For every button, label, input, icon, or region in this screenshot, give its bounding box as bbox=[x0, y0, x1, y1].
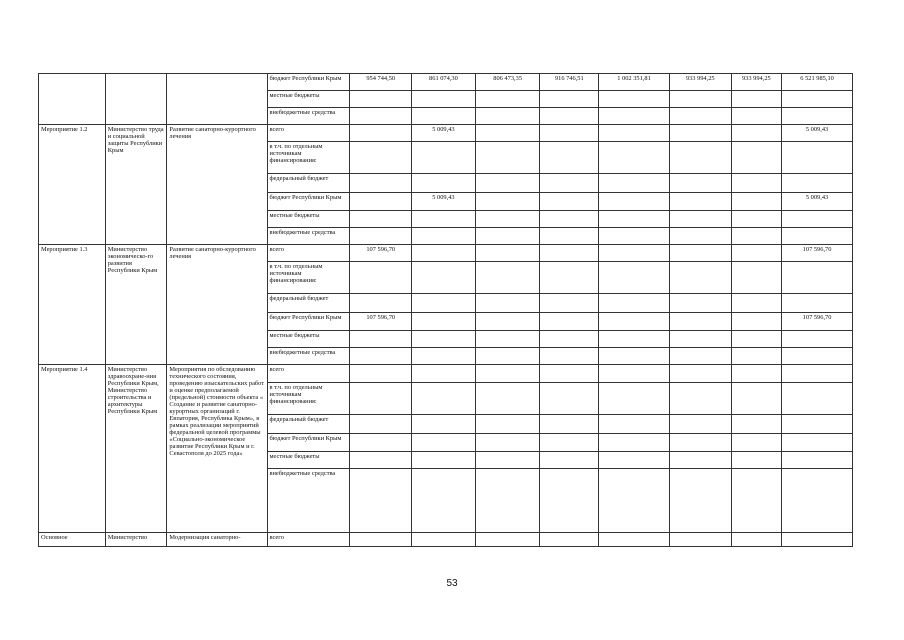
value-cell bbox=[782, 142, 853, 174]
value-cell bbox=[412, 142, 476, 174]
value-cell bbox=[782, 383, 853, 415]
value-cell bbox=[731, 383, 782, 415]
funding-source-label: в т.ч. по отдельным источникам финансирования: bbox=[267, 262, 350, 294]
value-cell bbox=[731, 415, 782, 434]
value-cell bbox=[731, 434, 782, 452]
value-cell bbox=[412, 313, 476, 331]
funding-source-label: внебюджетные средства bbox=[267, 108, 350, 125]
funding-source-label: местные бюджеты bbox=[267, 452, 350, 469]
value-cell bbox=[475, 294, 540, 313]
value-cell: 1 002 351,81 bbox=[599, 74, 670, 91]
value-cell bbox=[475, 125, 540, 142]
value-cell bbox=[540, 434, 599, 452]
value-cell: 806 473,35 bbox=[475, 74, 540, 91]
description-cell: Развитие санаторно-курортного лечения bbox=[167, 245, 267, 365]
value-cell bbox=[475, 452, 540, 469]
table-row bbox=[39, 365, 853, 383]
value-cell bbox=[599, 245, 670, 262]
value-cell: 5 009,43 bbox=[782, 125, 853, 142]
funding-source-label: всего bbox=[267, 533, 350, 547]
value-cell bbox=[540, 469, 599, 533]
funding-source-label: в т.ч. по отдельным источникам финансирования: bbox=[267, 142, 350, 174]
value-cell bbox=[599, 365, 670, 383]
value-cell: 107 596,70 bbox=[782, 245, 853, 262]
value-cell bbox=[540, 383, 599, 415]
value-cell bbox=[669, 533, 731, 547]
value-cell bbox=[412, 365, 476, 383]
value-cell bbox=[350, 469, 412, 533]
value-cell bbox=[599, 415, 670, 434]
value-cell bbox=[731, 125, 782, 142]
value-cell bbox=[540, 125, 599, 142]
value-cell: 6 521 985,10 bbox=[782, 74, 853, 91]
value-cell: 107 596,70 bbox=[782, 313, 853, 331]
value-cell bbox=[782, 228, 853, 245]
value-cell bbox=[731, 228, 782, 245]
value-cell bbox=[669, 91, 731, 108]
value-cell bbox=[540, 533, 599, 547]
value-cell bbox=[540, 365, 599, 383]
value-cell bbox=[599, 91, 670, 108]
value-cell bbox=[350, 228, 412, 245]
description-cell: Мероприятия по обследованию технического состояния, проведению изыскательских работ и оценке предполагаемой (предельной) стоимости объекта « Создание и развитие санаторно-курортных организаций г. Евпатория, Республика Крым», в рамках реализации мероприятий федеральной целевой программы «Социально-экономическое развитие Республики Крым и г. Севастополя до 2025 года» bbox=[167, 365, 267, 533]
value-cell bbox=[540, 415, 599, 434]
value-cell bbox=[599, 469, 670, 533]
table-row bbox=[39, 245, 853, 262]
value-cell bbox=[599, 434, 670, 452]
value-cell: 916 746,51 bbox=[540, 74, 599, 91]
value-cell bbox=[412, 348, 476, 365]
value-cell bbox=[669, 469, 731, 533]
executor-cell bbox=[105, 74, 167, 125]
value-cell bbox=[599, 348, 670, 365]
value-cell bbox=[782, 108, 853, 125]
measure-cell: Основное bbox=[39, 533, 106, 547]
value-cell bbox=[350, 434, 412, 452]
value-cell bbox=[599, 313, 670, 331]
value-cell bbox=[782, 91, 853, 108]
value-cell bbox=[350, 294, 412, 313]
table-row bbox=[39, 533, 853, 547]
value-cell bbox=[669, 383, 731, 415]
value-cell bbox=[412, 331, 476, 348]
funding-source-label: всего bbox=[267, 125, 350, 142]
value-cell bbox=[475, 228, 540, 245]
description-cell: Развитие санаторно-курортного лечения bbox=[167, 125, 267, 245]
value-cell bbox=[599, 331, 670, 348]
value-cell bbox=[412, 91, 476, 108]
value-cell bbox=[540, 313, 599, 331]
value-cell bbox=[475, 193, 540, 211]
funding-source-label: местные бюджеты bbox=[267, 331, 350, 348]
value-cell bbox=[475, 383, 540, 415]
value-cell bbox=[599, 383, 670, 415]
value-cell bbox=[412, 211, 476, 228]
value-cell bbox=[731, 108, 782, 125]
value-cell bbox=[782, 348, 853, 365]
description-cell: Модернизация санаторно- bbox=[167, 533, 267, 547]
value-cell bbox=[540, 452, 599, 469]
value-cell bbox=[731, 142, 782, 174]
value-cell bbox=[782, 452, 853, 469]
value-cell bbox=[731, 533, 782, 547]
value-cell bbox=[782, 294, 853, 313]
value-cell bbox=[669, 294, 731, 313]
value-cell bbox=[475, 434, 540, 452]
value-cell bbox=[669, 245, 731, 262]
value-cell bbox=[731, 245, 782, 262]
value-cell bbox=[540, 294, 599, 313]
value-cell bbox=[540, 228, 599, 245]
value-cell bbox=[669, 452, 731, 469]
value-cell bbox=[782, 365, 853, 383]
value-cell bbox=[475, 211, 540, 228]
value-cell bbox=[350, 91, 412, 108]
funding-source-label: внебюджетные средства bbox=[267, 228, 350, 245]
value-cell bbox=[731, 193, 782, 211]
value-cell bbox=[731, 313, 782, 331]
value-cell bbox=[599, 125, 670, 142]
value-cell bbox=[782, 211, 853, 228]
value-cell bbox=[731, 348, 782, 365]
value-cell bbox=[350, 415, 412, 434]
value-cell bbox=[731, 365, 782, 383]
funding-source-label: внебюджетные средства bbox=[267, 348, 350, 365]
executor-cell: Министерство труда и социальной защиты Республики Крым bbox=[105, 125, 167, 245]
value-cell bbox=[412, 434, 476, 452]
executor-cell: Министерство здравоохране-ния Республики Крым, Министерство строительства и архитектуры Республики Крым bbox=[105, 365, 167, 533]
table-row bbox=[39, 125, 853, 142]
value-cell bbox=[350, 533, 412, 547]
value-cell bbox=[475, 415, 540, 434]
value-cell bbox=[731, 262, 782, 294]
value-cell: 933 994,25 bbox=[669, 74, 731, 91]
value-cell bbox=[782, 434, 853, 452]
funding-source-label: бюджет Республики Крым bbox=[267, 74, 350, 91]
value-cell bbox=[731, 469, 782, 533]
value-cell bbox=[669, 415, 731, 434]
value-cell bbox=[540, 245, 599, 262]
value-cell bbox=[350, 365, 412, 383]
value-cell bbox=[540, 108, 599, 125]
value-cell bbox=[412, 174, 476, 193]
value-cell bbox=[669, 331, 731, 348]
value-cell bbox=[350, 142, 412, 174]
value-cell bbox=[540, 91, 599, 108]
value-cell bbox=[540, 262, 599, 294]
value-cell bbox=[731, 211, 782, 228]
measure-cell: Мероприятие 1.3 bbox=[39, 245, 106, 365]
value-cell bbox=[412, 294, 476, 313]
value-cell bbox=[669, 125, 731, 142]
value-cell bbox=[412, 415, 476, 434]
value-cell: 954 744,50 bbox=[350, 74, 412, 91]
funding-source-label: бюджет Республики Крым bbox=[267, 434, 350, 452]
value-cell bbox=[412, 383, 476, 415]
value-cell bbox=[475, 469, 540, 533]
value-cell bbox=[412, 228, 476, 245]
value-cell bbox=[350, 331, 412, 348]
value-cell bbox=[412, 108, 476, 125]
value-cell bbox=[782, 533, 853, 547]
page-number: 53 bbox=[446, 578, 458, 589]
funding-source-label: федеральный бюджет bbox=[267, 174, 350, 193]
value-cell bbox=[412, 452, 476, 469]
table-row bbox=[39, 74, 853, 91]
value-cell bbox=[599, 262, 670, 294]
measure-cell: Мероприятие 1.4 bbox=[39, 365, 106, 533]
value-cell bbox=[475, 262, 540, 294]
funding-source-label: местные бюджеты bbox=[267, 211, 350, 228]
value-cell: 5 009,43 bbox=[782, 193, 853, 211]
value-cell bbox=[540, 211, 599, 228]
funding-source-label: бюджет Республики Крым bbox=[267, 193, 350, 211]
value-cell bbox=[350, 452, 412, 469]
value-cell bbox=[350, 383, 412, 415]
value-cell bbox=[475, 331, 540, 348]
value-cell bbox=[540, 174, 599, 193]
funding-source-label: всего bbox=[267, 365, 350, 383]
value-cell bbox=[731, 331, 782, 348]
value-cell bbox=[669, 262, 731, 294]
value-cell bbox=[669, 434, 731, 452]
value-cell bbox=[782, 415, 853, 434]
value-cell: 107 596,70 bbox=[350, 313, 412, 331]
value-cell bbox=[475, 533, 540, 547]
value-cell bbox=[412, 469, 476, 533]
value-cell bbox=[599, 108, 670, 125]
value-cell bbox=[350, 108, 412, 125]
value-cell bbox=[599, 228, 670, 245]
funding-source-label: бюджет Республики Крым bbox=[267, 313, 350, 331]
value-cell bbox=[540, 348, 599, 365]
value-cell bbox=[540, 193, 599, 211]
value-cell bbox=[350, 174, 412, 193]
value-cell bbox=[599, 142, 670, 174]
value-cell bbox=[731, 91, 782, 108]
description-cell bbox=[167, 74, 267, 125]
value-cell bbox=[475, 365, 540, 383]
value-cell bbox=[669, 108, 731, 125]
value-cell bbox=[669, 142, 731, 174]
value-cell bbox=[782, 331, 853, 348]
value-cell bbox=[599, 211, 670, 228]
value-cell bbox=[412, 245, 476, 262]
measure-cell: Мероприятие 1.2 bbox=[39, 125, 106, 245]
value-cell bbox=[350, 125, 412, 142]
value-cell bbox=[782, 174, 853, 193]
value-cell bbox=[669, 313, 731, 331]
value-cell bbox=[475, 313, 540, 331]
executor-cell: Министерство экономическо-го развития Республики Крым bbox=[105, 245, 167, 365]
value-cell bbox=[669, 174, 731, 193]
value-cell bbox=[475, 91, 540, 108]
value-cell bbox=[782, 262, 853, 294]
value-cell bbox=[350, 262, 412, 294]
value-cell bbox=[731, 174, 782, 193]
funding-source-label: в т.ч. по отдельным источникам финансирования: bbox=[267, 383, 350, 415]
value-cell bbox=[669, 348, 731, 365]
funding-source-label: местные бюджеты bbox=[267, 91, 350, 108]
value-cell bbox=[475, 245, 540, 262]
executor-cell: Министерство bbox=[105, 533, 167, 547]
funding-source-label: внебюджетные средства bbox=[267, 469, 350, 533]
funding-source-label: всего bbox=[267, 245, 350, 262]
value-cell bbox=[599, 533, 670, 547]
value-cell bbox=[412, 262, 476, 294]
value-cell bbox=[669, 211, 731, 228]
value-cell bbox=[350, 193, 412, 211]
value-cell bbox=[669, 193, 731, 211]
value-cell bbox=[669, 365, 731, 383]
value-cell bbox=[475, 174, 540, 193]
value-cell bbox=[475, 108, 540, 125]
value-cell bbox=[475, 348, 540, 365]
value-cell: 5 009,43 bbox=[412, 125, 476, 142]
funding-source-label: федеральный бюджет bbox=[267, 415, 350, 434]
value-cell bbox=[669, 228, 731, 245]
value-cell bbox=[412, 533, 476, 547]
value-cell: 107 596,70 bbox=[350, 245, 412, 262]
value-cell bbox=[540, 331, 599, 348]
value-cell bbox=[731, 452, 782, 469]
measure-cell bbox=[39, 74, 106, 125]
value-cell: 933 994,25 bbox=[731, 74, 782, 91]
value-cell bbox=[350, 348, 412, 365]
value-cell bbox=[782, 469, 853, 533]
value-cell bbox=[599, 452, 670, 469]
value-cell bbox=[350, 211, 412, 228]
budget-table bbox=[38, 73, 853, 547]
value-cell bbox=[599, 294, 670, 313]
value-cell bbox=[731, 294, 782, 313]
value-cell bbox=[599, 174, 670, 193]
funding-source-label: федеральный бюджет bbox=[267, 294, 350, 313]
value-cell bbox=[540, 142, 599, 174]
value-cell: 5 009,43 bbox=[412, 193, 476, 211]
value-cell bbox=[475, 142, 540, 174]
value-cell: 861 074,30 bbox=[412, 74, 476, 91]
value-cell bbox=[599, 193, 670, 211]
